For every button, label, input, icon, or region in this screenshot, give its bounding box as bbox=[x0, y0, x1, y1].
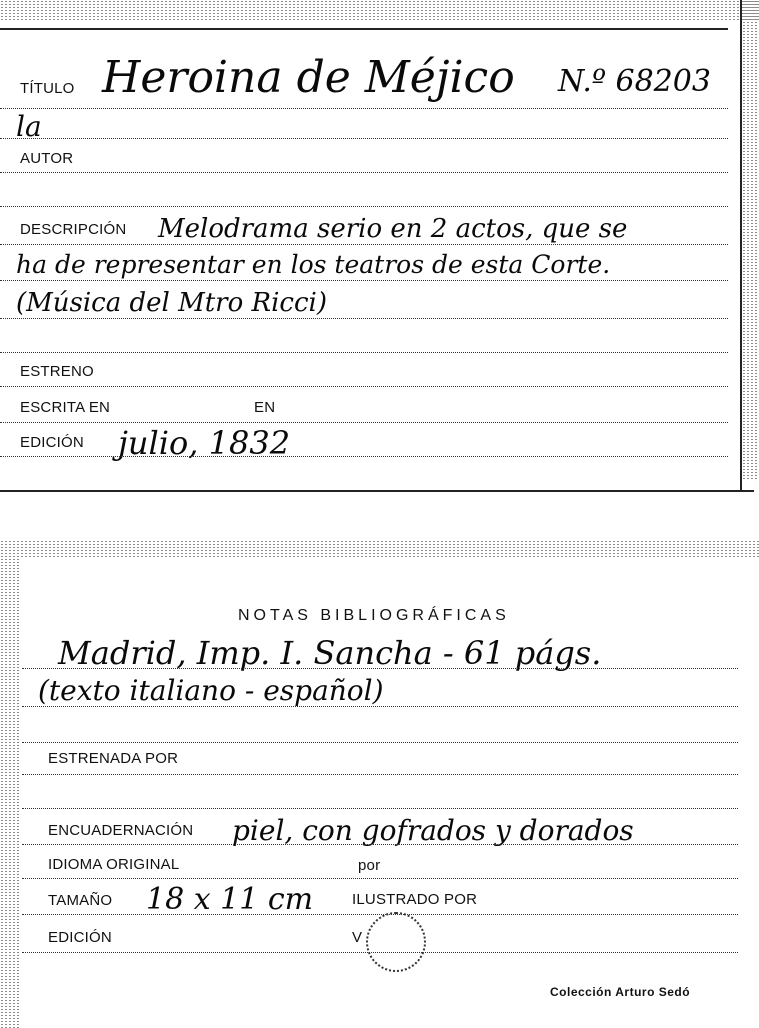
notas-heading: NOTAS BIBLIOGRÁFICAS bbox=[238, 607, 510, 624]
rule bbox=[0, 172, 728, 173]
rule bbox=[22, 878, 738, 879]
rule bbox=[0, 244, 728, 245]
idioma-original-label: IDIOMA ORIGINAL bbox=[48, 856, 180, 873]
rule bbox=[0, 138, 728, 139]
encuadernacion-handwritten: piel, con gofrados y dorados bbox=[232, 814, 634, 847]
desc-line1: Melodrama serio en 2 actos, que se bbox=[158, 214, 628, 244]
rule bbox=[22, 844, 738, 845]
rule bbox=[0, 108, 728, 109]
rule bbox=[0, 386, 728, 387]
en-label: EN bbox=[254, 399, 276, 416]
catalog-card-top bbox=[0, 0, 742, 492]
desc-line2: ha de representar en los teatros de esta Corte. bbox=[16, 250, 611, 279]
rule bbox=[0, 352, 728, 353]
rule bbox=[0, 318, 728, 319]
notas-line2: (texto italiano - español) bbox=[38, 674, 384, 707]
edicion-label: EDICIÓN bbox=[20, 434, 84, 451]
notas-line1: Madrid, Imp. I. Sancha - 61 págs. bbox=[58, 634, 602, 672]
descripcion-label: DESCRIPCIÓN bbox=[20, 221, 127, 238]
titulo-label: TÍTULO bbox=[20, 80, 75, 97]
catalog-card-bottom bbox=[0, 546, 759, 1028]
rule bbox=[0, 490, 754, 492]
rule bbox=[22, 914, 738, 915]
rule bbox=[22, 706, 738, 707]
scan-noise-right bbox=[742, 0, 759, 480]
title-article-handwritten: la bbox=[16, 110, 42, 143]
rule bbox=[22, 774, 738, 775]
rule bbox=[22, 808, 738, 809]
rule bbox=[22, 668, 738, 669]
rule bbox=[0, 28, 728, 30]
por-label: por bbox=[358, 857, 381, 874]
title-handwritten: Heroina de Méjico bbox=[102, 52, 515, 103]
rule bbox=[0, 422, 728, 423]
rule bbox=[0, 456, 728, 457]
number-handwritten: N.º 68203 bbox=[558, 64, 711, 99]
rule bbox=[0, 280, 728, 281]
encuadernacion-label: ENCUADERNACIÓN bbox=[48, 822, 194, 839]
tamano-label: TAMAÑO bbox=[48, 892, 113, 909]
estreno-label: ESTRENO bbox=[20, 363, 94, 380]
rule bbox=[22, 742, 738, 743]
rule bbox=[22, 952, 738, 953]
ilustrado-por-label: ILUSTRADO POR bbox=[352, 891, 478, 908]
v-label: V bbox=[352, 929, 363, 946]
edicion-label-2: EDICIÓN bbox=[48, 929, 112, 946]
tamano-handwritten: 18 x 11 cm bbox=[146, 882, 314, 917]
escrita-en-label: ESCRITA EN bbox=[20, 399, 111, 416]
estrenada-por-label: ESTRENADA POR bbox=[48, 750, 179, 767]
autor-label: AUTOR bbox=[20, 150, 74, 167]
desc-line3: (Música del Mtro Ricci) bbox=[16, 288, 327, 318]
collection-credit: Colección Arturo Sedó bbox=[550, 985, 691, 999]
rule bbox=[0, 206, 728, 207]
library-stamp bbox=[366, 912, 426, 972]
edicion-handwritten: julio, 1832 bbox=[118, 424, 291, 462]
